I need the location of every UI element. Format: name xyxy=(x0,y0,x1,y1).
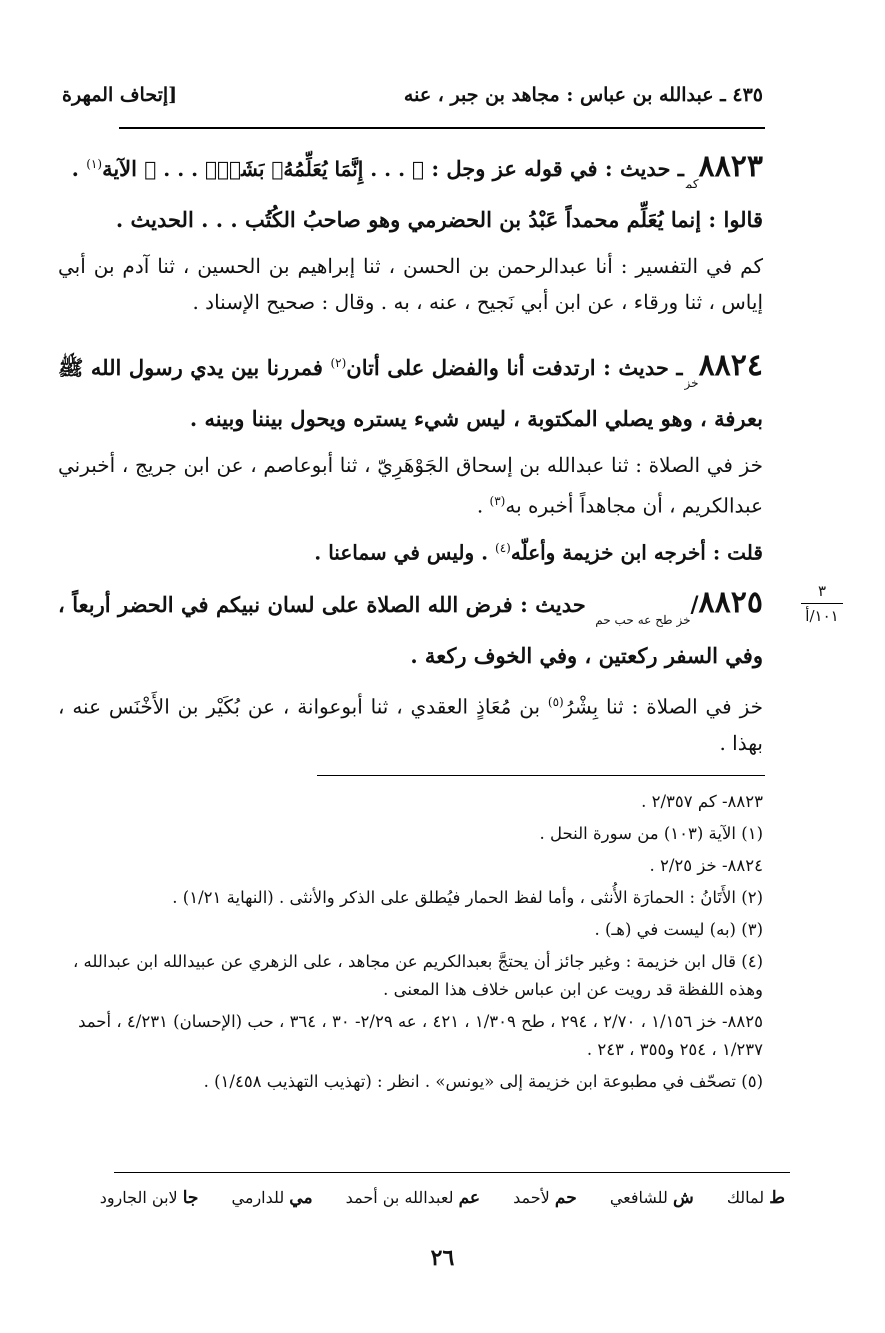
hadith-source: كم في التفسير : أنا عبدالرحمن بن الحسن ، ثنا إبراهيم بن الحسين ، ثنا آدم بن أبي إياس ، ثنا ورقاء ، عن ابن أبي نَجيح ، عنه ، به . وقال : صحيح الإسناد . xyxy=(58,254,763,314)
folio-divider xyxy=(801,603,843,604)
hadith-entry-8825 xyxy=(58,585,763,761)
source-text: خز في الصلاة : ثنا عبدالله بن إسحاق الجَوْهَرِيّ ، ثنا أبوعاصم ، عن ابن جريج ، أخبرني عبدالكريم ، أن مجاهداً أخبره به xyxy=(58,453,763,518)
hadith-source xyxy=(58,684,763,761)
abbr-item: ط لمالك xyxy=(726,1188,785,1208)
editor-note xyxy=(58,530,763,571)
footnote-item: (٢) الأَتَانُ : الحمارَة الأُنثى ، وأما لفظ الحمار فيُطلق على الذكر والأنثى . (النهاية ١/٢١) . xyxy=(172,888,763,907)
folio-number: ١٠١/أ xyxy=(805,607,839,625)
bottom-rule xyxy=(114,1172,790,1173)
abbr-item: جا لابن الجارود xyxy=(99,1188,199,1208)
header-rule xyxy=(119,127,765,129)
footnote-item: (٣) (به) ليست في (هـ) . xyxy=(594,920,763,939)
footnote-ref: (٣) xyxy=(489,494,506,508)
footnotes xyxy=(55,788,763,1096)
quran-verse: ﴿ . . . إِنَّمَا يُعَلِّمُهُۥ بَشَرٌۗ . . . ﴾ xyxy=(144,157,425,181)
hadith-source xyxy=(58,447,763,524)
footnote-item: (٥) تصحّف في مطبوعة ابن خزيمة إلى «يونس» . انظر : (تهذيب التهذيب ١/٤٥٨) . xyxy=(203,1072,763,1091)
hadith-text xyxy=(58,146,763,202)
hadith-label: حديث : xyxy=(520,592,594,617)
hadith-end: . xyxy=(71,156,87,181)
hadith-text-a: ارتدفت أنا والفضل على أتان xyxy=(346,355,604,380)
abbr-item: ش للشافعي xyxy=(609,1188,694,1208)
hadith-body: فرض الله الصلاة على لسان نبيكم في الحضر أربعاً ، وفي السفر ركعتين ، وفي الخوف ركعة . xyxy=(58,592,763,668)
hadith-entry-8824 xyxy=(58,345,763,570)
abbr-item: عم لعبدالله بن أحمد xyxy=(345,1188,481,1208)
manuscript-folio-note xyxy=(797,582,847,625)
note-text-b: . وليس في سماعنا . xyxy=(314,540,496,565)
hadith-label: ـ حديث : xyxy=(604,156,684,181)
page-number: ٢٦ xyxy=(430,1245,455,1271)
running-header-title: ٤٣٥ ـ عبدالله بن عباس : مجاهد بن جبر ، عنه xyxy=(403,84,763,106)
hadith-text-continued: قالوا : إنما يُعَلِّم محمداً عَبْدُ بن الحضرمي وهو صاحبُ الكُتُب . . . الحديث . xyxy=(115,207,763,232)
abbreviation-key xyxy=(100,1188,785,1208)
hadith-number: ٨٨٢٥ xyxy=(698,585,763,620)
footnote-item: ٨٨٢٤- خز ٢/٢٥ . xyxy=(649,856,763,875)
footnote-item: ٨٨٢٥- خز ١/١٥٦ ، ٢/٧٠ ، ٢٩٤ ، طح ١/٣٠٩ ، ٤٢١ ، عه ٢/٢٩- ٣٠ ، ٣٦٤ ، حب (الإحسان) ٤/٢٣١ ، أحمد ١/٢٣٧ ، ٢٥٤ و٣٥٥ ، ٢٤٣ . xyxy=(78,1012,763,1059)
footnote-ref: (٢) xyxy=(330,356,347,370)
footnote-ref: (٤) xyxy=(495,540,511,555)
hadith-text xyxy=(58,585,763,674)
hadith-text xyxy=(58,345,763,437)
source-tag: خز طح عه حب حم xyxy=(595,613,691,627)
hadith-after-quran: الآية xyxy=(102,156,145,181)
source-end: . xyxy=(476,493,490,518)
hadith-intro: في قوله عز وجل : xyxy=(424,156,605,181)
hadith-number: ٨٨٢٣ xyxy=(698,149,763,184)
source-text-b: بن مُعَاذٍ العقدي ، ثنا أبوعوانة ، عن بُكَيْر بن الأَخْنَس عنه ، بهذا . xyxy=(58,694,763,755)
hadith-entry-8823 xyxy=(58,146,763,320)
source-text-a: خز في الصلاة : ثنا بِشْرُ xyxy=(563,694,763,719)
footnote-item: ٨٨٢٣- كم ٢/٣٥٧ . xyxy=(641,792,763,811)
abbr-item: حم لأحمد xyxy=(513,1188,577,1208)
hadith-number: ٨٨٢٤ xyxy=(698,348,764,383)
footnote-ref: (٥) xyxy=(547,695,564,709)
footnote-item: (٤) قال ابن خزيمة : وغير جائز أن يحتجَّ بعبدالكريم عن مجاهد ، على الزهري عن عبيدالله ابن عبدالله ، وهذه اللفظة قد رويت عن ابن عباس خلاف هذا المعنى . xyxy=(72,952,763,999)
running-header-book: [إتحاف المهرة xyxy=(62,84,178,106)
folio-mark: ٣ xyxy=(817,582,827,600)
source-tag: خز xyxy=(684,376,699,390)
note-text-a: قلت : أخرجه ابن خزيمة وأعلّه xyxy=(510,540,763,565)
abbr-item: مي للدارمي xyxy=(231,1188,313,1208)
source-tag: كم xyxy=(685,177,699,191)
hadith-label: ـ حديث : xyxy=(603,355,683,380)
hadith-text-b: فمررنا بين يدي رسول الله ﷺ بعرفة ، وهو يصلي المكتوبة ، ليس شيء يستره ويحول بيننا وبينه . xyxy=(58,355,763,431)
footnote-rule xyxy=(317,775,765,776)
hadith-slash: / xyxy=(690,592,699,618)
footnote-item: (١) الآية (١٠٣) من سورة النحل . xyxy=(539,824,763,843)
footnote-ref: (١) xyxy=(86,157,103,171)
